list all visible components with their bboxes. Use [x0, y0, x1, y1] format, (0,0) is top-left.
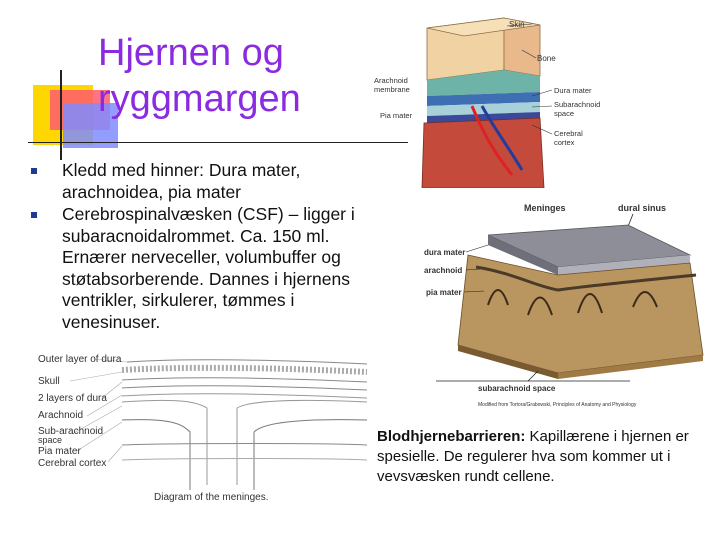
- scalp-layers-illustration: [372, 10, 610, 188]
- label-two-layers-dura: 2 layers of dura: [38, 393, 107, 404]
- label-skull: Skull: [38, 376, 60, 387]
- figure-credit: Modified from Tortora/Grabowski, Principles of Anatomy and Physiology: [478, 402, 637, 408]
- note-heading: Blodhjernebarrieren:: [377, 428, 526, 445]
- bullet-text: Kledd med hinner: Dura mater, arachnoidea, pia mater: [62, 160, 301, 202]
- label-meninges-subarachnoid: subarachnoid space: [478, 384, 556, 393]
- label-sub-arachnoid-space: space: [38, 435, 63, 445]
- label-meninges-dura: dura mater: [424, 248, 466, 257]
- label-cerebral-cortex: Cerebral cortex: [554, 129, 583, 147]
- label-meninges-pia: pia mater: [426, 288, 462, 297]
- label-arachnoid-membrane: Arachnoid membrane: [374, 76, 410, 94]
- bullet-square-icon: [31, 168, 37, 174]
- meninges-heading: Meninges: [524, 203, 566, 213]
- bullet-list: [25, 160, 390, 333]
- label-dura-mater: Dura mater: [554, 86, 592, 95]
- label-meninges-arachnoid: arachnoid: [424, 266, 463, 275]
- label-bone: Bone: [537, 54, 556, 63]
- bullet-square-icon: [31, 212, 37, 218]
- label-outer-dura: Outer layer of dura: [38, 354, 122, 365]
- label-skin: Skin: [509, 20, 525, 29]
- decor-horizontal-line: [28, 142, 408, 143]
- slide-title: Hjernen og ryggmargen: [98, 32, 301, 120]
- diagram-caption: Diagram of the meninges.: [154, 492, 269, 503]
- label-dural-sinus: dural sinus: [618, 203, 667, 213]
- label-diagram-cortex: Cerebral cortex: [38, 458, 107, 469]
- label-sub-arachnoid: Sub-arachnoid: [38, 426, 104, 437]
- label-pia-mater: Pia mater: [380, 111, 413, 120]
- note-text: Kapillærene i hjernen er spesielle. De regulerer hva som kommer ut i vevsvæsken rundt cellene.: [377, 428, 689, 485]
- meninges-line-diagram: [32, 350, 377, 510]
- bullet-text: Cerebrospinalvæsken (CSF) – ligger i subaracnoidalrommet. Ca. 150 ml. Ernærer nerveceller, volumbuffer og støtabsorberende. Dannes i hjernens ventrikler, sirkulerer, tømmes i venesinuser.: [62, 204, 355, 332]
- bullet-item: [25, 160, 390, 203]
- label-subarachnoid-space: Subarachnoid space: [554, 100, 601, 118]
- decor-vertical-line: [60, 70, 62, 160]
- label-diagram-arachnoid: Arachnoid: [38, 410, 84, 421]
- meninges-illustration: [418, 195, 718, 413]
- label-diagram-pia: Pia mater: [38, 446, 81, 457]
- bullet-item: [25, 204, 390, 333]
- blood-brain-barrier-note: [377, 427, 692, 487]
